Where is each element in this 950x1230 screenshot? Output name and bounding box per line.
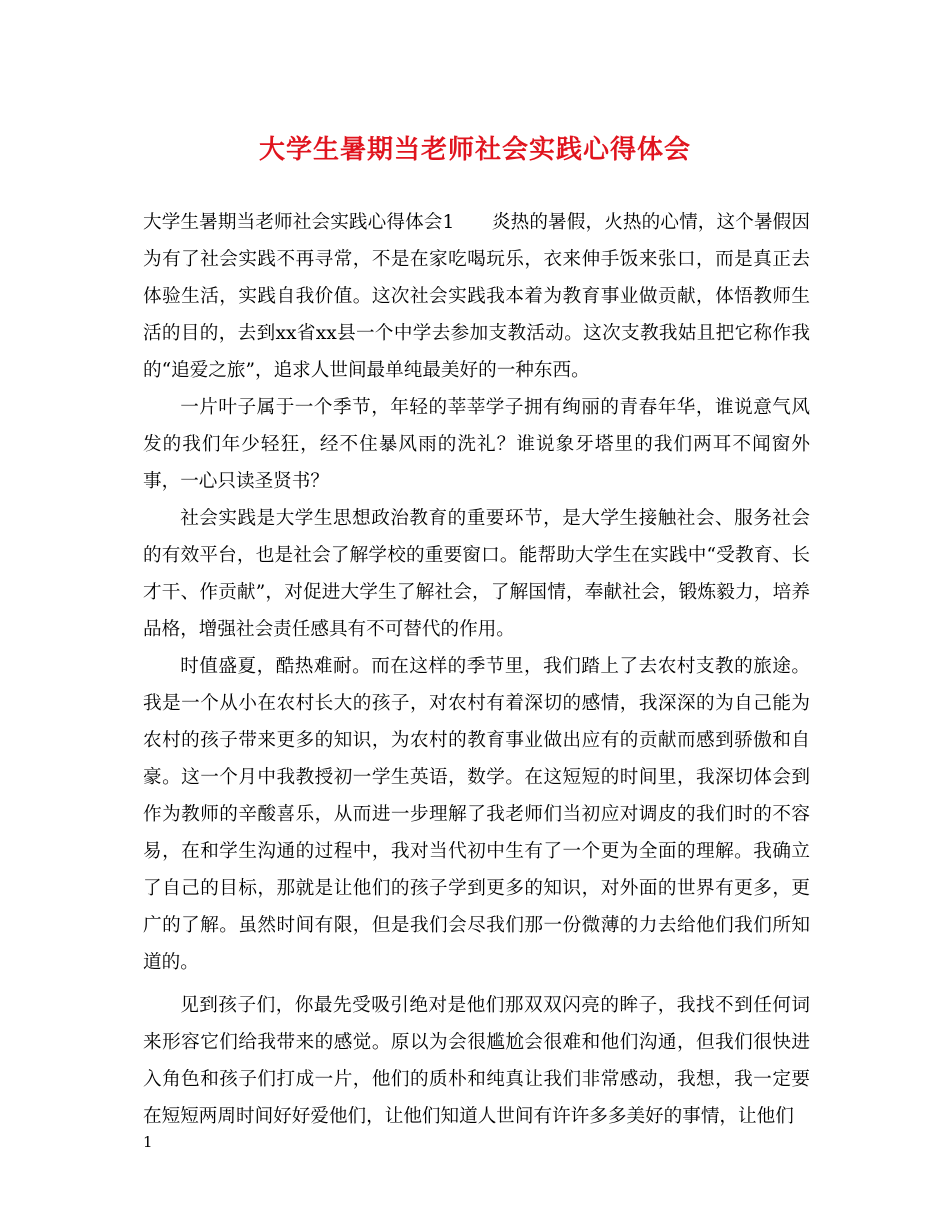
paragraph-1: 大学生暑期当老师社会实践心得体会1 炎热的暑假，火热的心情，这个暑假因为有了社会实践不再寻常，不是在家吃喝玩乐，衣来伸手饭来张口，而是真正去体验生活，实践自我价值。这次社会实践我本着为教育事业做贡献，体悟教师生活的目的，去到xx省xx县一个中学去参加支教活动。这次支教我姑且把它称作我的“追爱之旅”，追求人世间最单纯最美好的一种东西。 bbox=[143, 212, 810, 381]
page-title: 大学生暑期当老师社会实践心得体会 bbox=[258, 135, 691, 165]
paragraph-2: 一片叶子属于一个季节，年轻的莘莘学子拥有绚丽的青春年华，谁说意气风发的我们年少轻狂，经不住暴风雨的洗礼？谁说象牙塔里的我们两耳不闻窗外事，一心只读圣贤书？ bbox=[143, 397, 810, 492]
paragraph-3: 社会实践是大学生思想政治教育的重要环节，是大学生接触社会、服务社会的有效平台，也是社会了解学校的重要窗口。能帮助大学生在实践中“受教育、长才干、作贡献”，对促进大学生了解社会，了解国情，奉献社会，锻炼毅力，培养品格，增强社会责任感具有不可替代的作用。 bbox=[143, 508, 810, 640]
paragraph-4: 时值盛夏，酷热难耐。而在这样的季节里，我们踏上了去农村支教的旅途。我是一个从小在农村长大的孩子，对农村有着深切的感情，我深深的为自己能为农村的孩子带来更多的知识，为农村的教育事业做出应有的贡献而感到骄傲和自豪。这一个月中我教授初一学生英语，数学。在这短短的时间里，我深切体会到作为教师的辛酸喜乐，从而进一步理解了我老师们当初应对调皮的我们时的不容易，在和学生沟通的过程中，我对当代初中生有了一个更为全面的理解。我确立了自己的目标，那就是让他们的孩子学到更多的知识，对外面的世界有更多，更广的了解。虽然时间有限，但是我们会尽我们那一份微薄的力去给他们我们所知道的。 bbox=[143, 656, 810, 973]
page-number: 1 bbox=[143, 1133, 153, 1151]
document-body bbox=[143, 204, 810, 1135]
paragraph-5: 见到孩子们，你最先受吸引绝对是他们那双双闪亮的眸子，我找不到任何词来形容它们给我带来的感觉。原以为会很尴尬会很难和他们沟通，但我们很快进入角色和孩子们打成一片，他们的质朴和纯真让我们非常感动，我想，我一定要在短短两周时间好好爱他们，让他们知道人世间有许许多多美好的事情，让他们 bbox=[143, 995, 810, 1127]
